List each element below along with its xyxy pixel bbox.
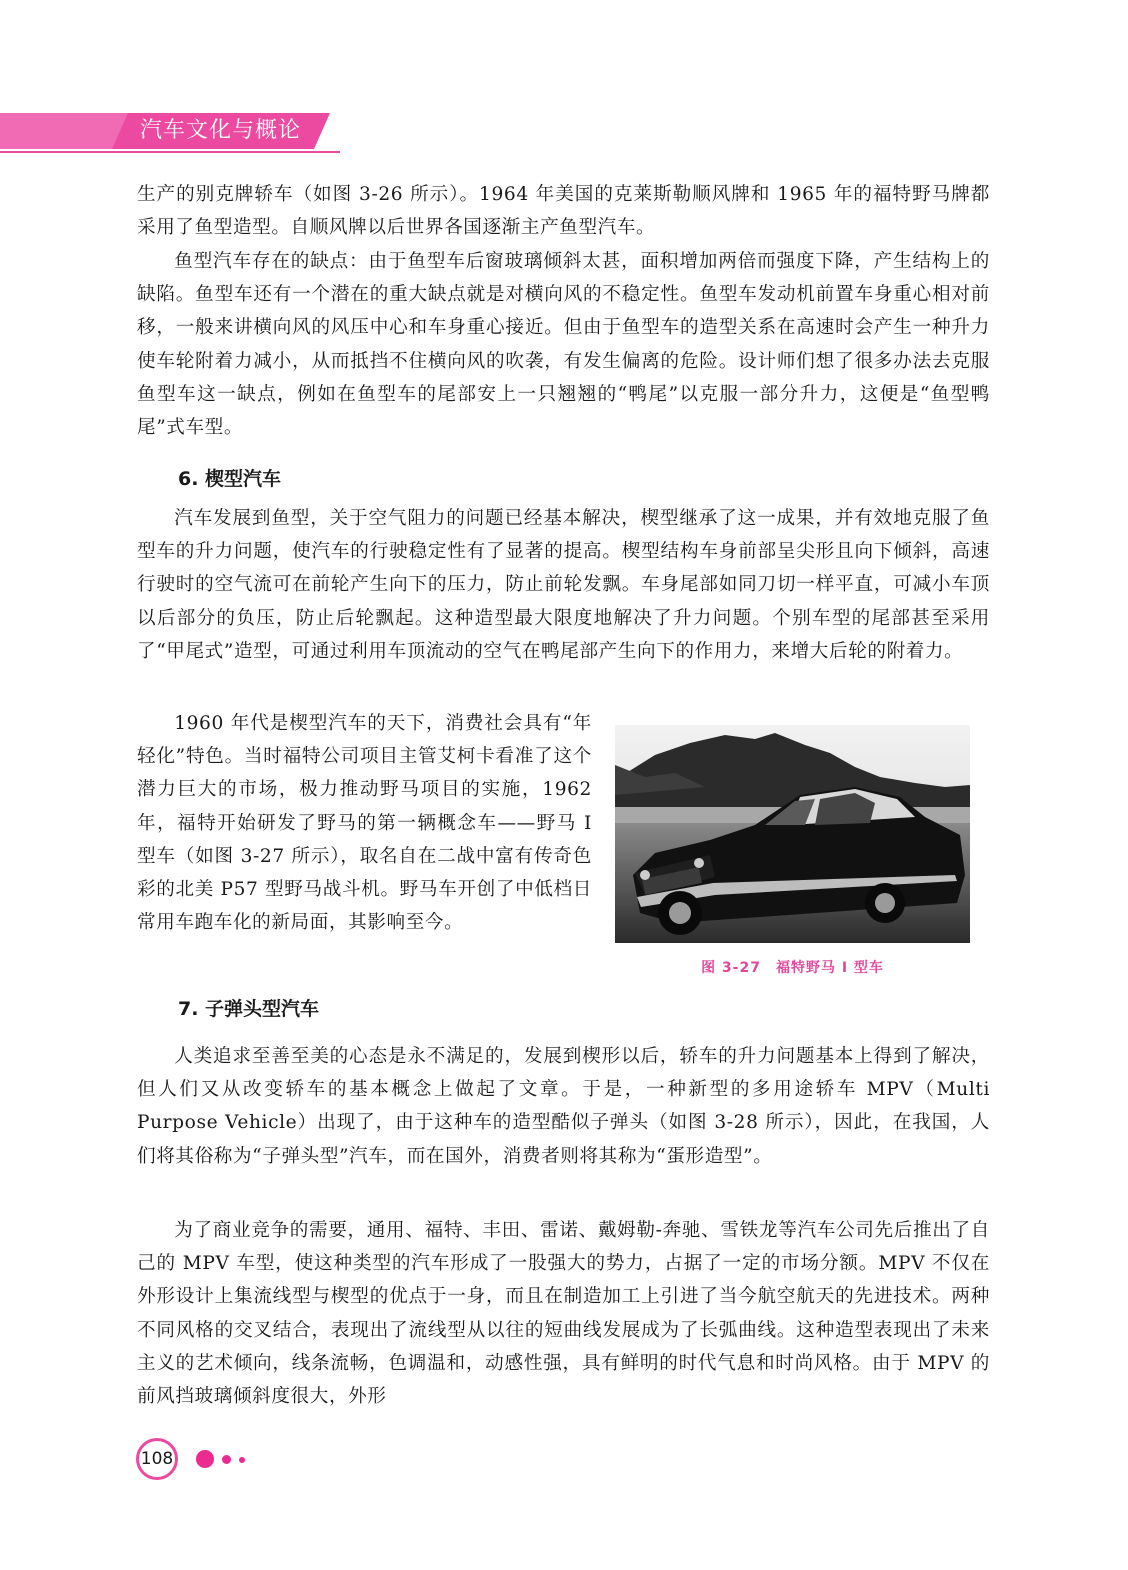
running-header-title: 汽车文化与概论 xyxy=(140,118,302,143)
paragraph-2: 鱼型汽车存在的缺点：由于鱼型车后窗玻璃倾斜太甚，面积增加两倍而强度下降，产生结构上的缺陷。鱼型车还有一个潜在的重大缺点就是对横向风的不稳定性。鱼型车发动机前置车身重心相对前移，一般来讲横向风的风压中心和车身重心接近。但由于鱼型车的造型关系在高速时会产生一种升力使车轮附着力减小，从而抵挡不住横向风的吹袭，有发生偏离的危险。设计师们想了很多办法去克服鱼型车这一缺点，例如在鱼型车的尾部安上一只翘翘的“鸭尾”以克服一部分升力，这便是“鱼型鸭尾”式车型。 xyxy=(137,251,990,439)
figure-photo-mustang xyxy=(615,725,970,943)
paragraph-3: 汽车发展到鱼型，关于空气阻力的问题已经基本解决，楔型继承了这一成果，并有效地克服了鱼型车的升力问题，使汽车的行驶稳定性有了显著的提高。楔型结构车身前部呈尖形且向下倾斜，高速行驶时的空气流可在前轮产生向下的压力，防止前轮发飘。车身尾部如同刀切一样平直，可减小车顶以后部分的负压，防止后轮飘起。这种造型最大限度地解决了升力问题。个别车型的尾部甚至采用了“甲尾式”造型，可通过利用车顶流动的空气在鸭尾部产生向下的作用力，来增大后轮的附着力。 xyxy=(137,508,990,662)
page-number: 108 xyxy=(136,1438,178,1480)
paragraph-4: 1960 年代是楔型汽车的天下，消费社会具有“年轻化”特色。当时福特公司项目主管艾柯卡看准了这个潜力巨大的市场，极力推动野马项目的实施，1962 年，福特开始研发了野马的第一辆概念车——野马 I 型车（如图 3-27 所示），取名自在二战中富有传奇色彩的北美 P57 型野马战斗机。野马车开创了中低档日常用车跑车化的新局面，其影响至今。 xyxy=(137,713,592,934)
footer-dot-medium xyxy=(222,1455,231,1464)
section-heading-7: 7. 子弹头型汽车 xyxy=(178,998,320,1020)
section-heading-6: 6. 楔型汽车 xyxy=(178,468,282,490)
footer-dot-large xyxy=(196,1450,214,1468)
paragraph-6: 为了商业竞争的需要，通用、福特、丰田、雷诺、戴姆勒-奔驰、雪铁龙等汽车公司先后推出了自己的 MPV 车型，使这种类型的汽车形成了一股强大的势力，占据了一定的市场分额。MPV 不仅在外形设计上集流线型与楔型的优点于一身，而且在制造加工上引进了当今航空航天的先进技术。两种不同风格的交叉结合，表现出了流线型从以往的短曲线发展成为了长弧曲线。这种造型表现出了未来主义的艺术倾向，线条流畅，色调温和，动感性强，具有鲜明的时代气息和时尚风格。由于 MPV 的前风挡玻璃倾斜度很大，外形 xyxy=(137,1220,990,1408)
figure-caption: 图 3-27 福特野马 I 型车 xyxy=(701,960,884,976)
paragraph-5: 人类追求至善至美的心态是永不满足的，发展到楔形以后，轿车的升力问题基本上得到了解决，但人们又从改变轿车的基本概念上做起了文章。于是，一种新型的多用途轿车 MPV（Multi Purpose Vehicle）出现了，由于这种车的造型酷似子弹头（如图 3-28 所示），因此，在我国，人们将其俗称为“子弹头型”汽车，而在国外，消费者则将其称为“蛋形造型”。 xyxy=(137,1046,990,1167)
footer-dot-small xyxy=(239,1457,245,1463)
paragraph-1: 生产的别克牌轿车（如图 3-26 所示）。1964 年美国的克莱斯勒顺风牌和 1965 年的福特野马牌都采用了鱼型造型。自顺风牌以后世界各国逐渐主产鱼型汽车。 xyxy=(137,184,990,239)
header-rule xyxy=(0,151,340,153)
